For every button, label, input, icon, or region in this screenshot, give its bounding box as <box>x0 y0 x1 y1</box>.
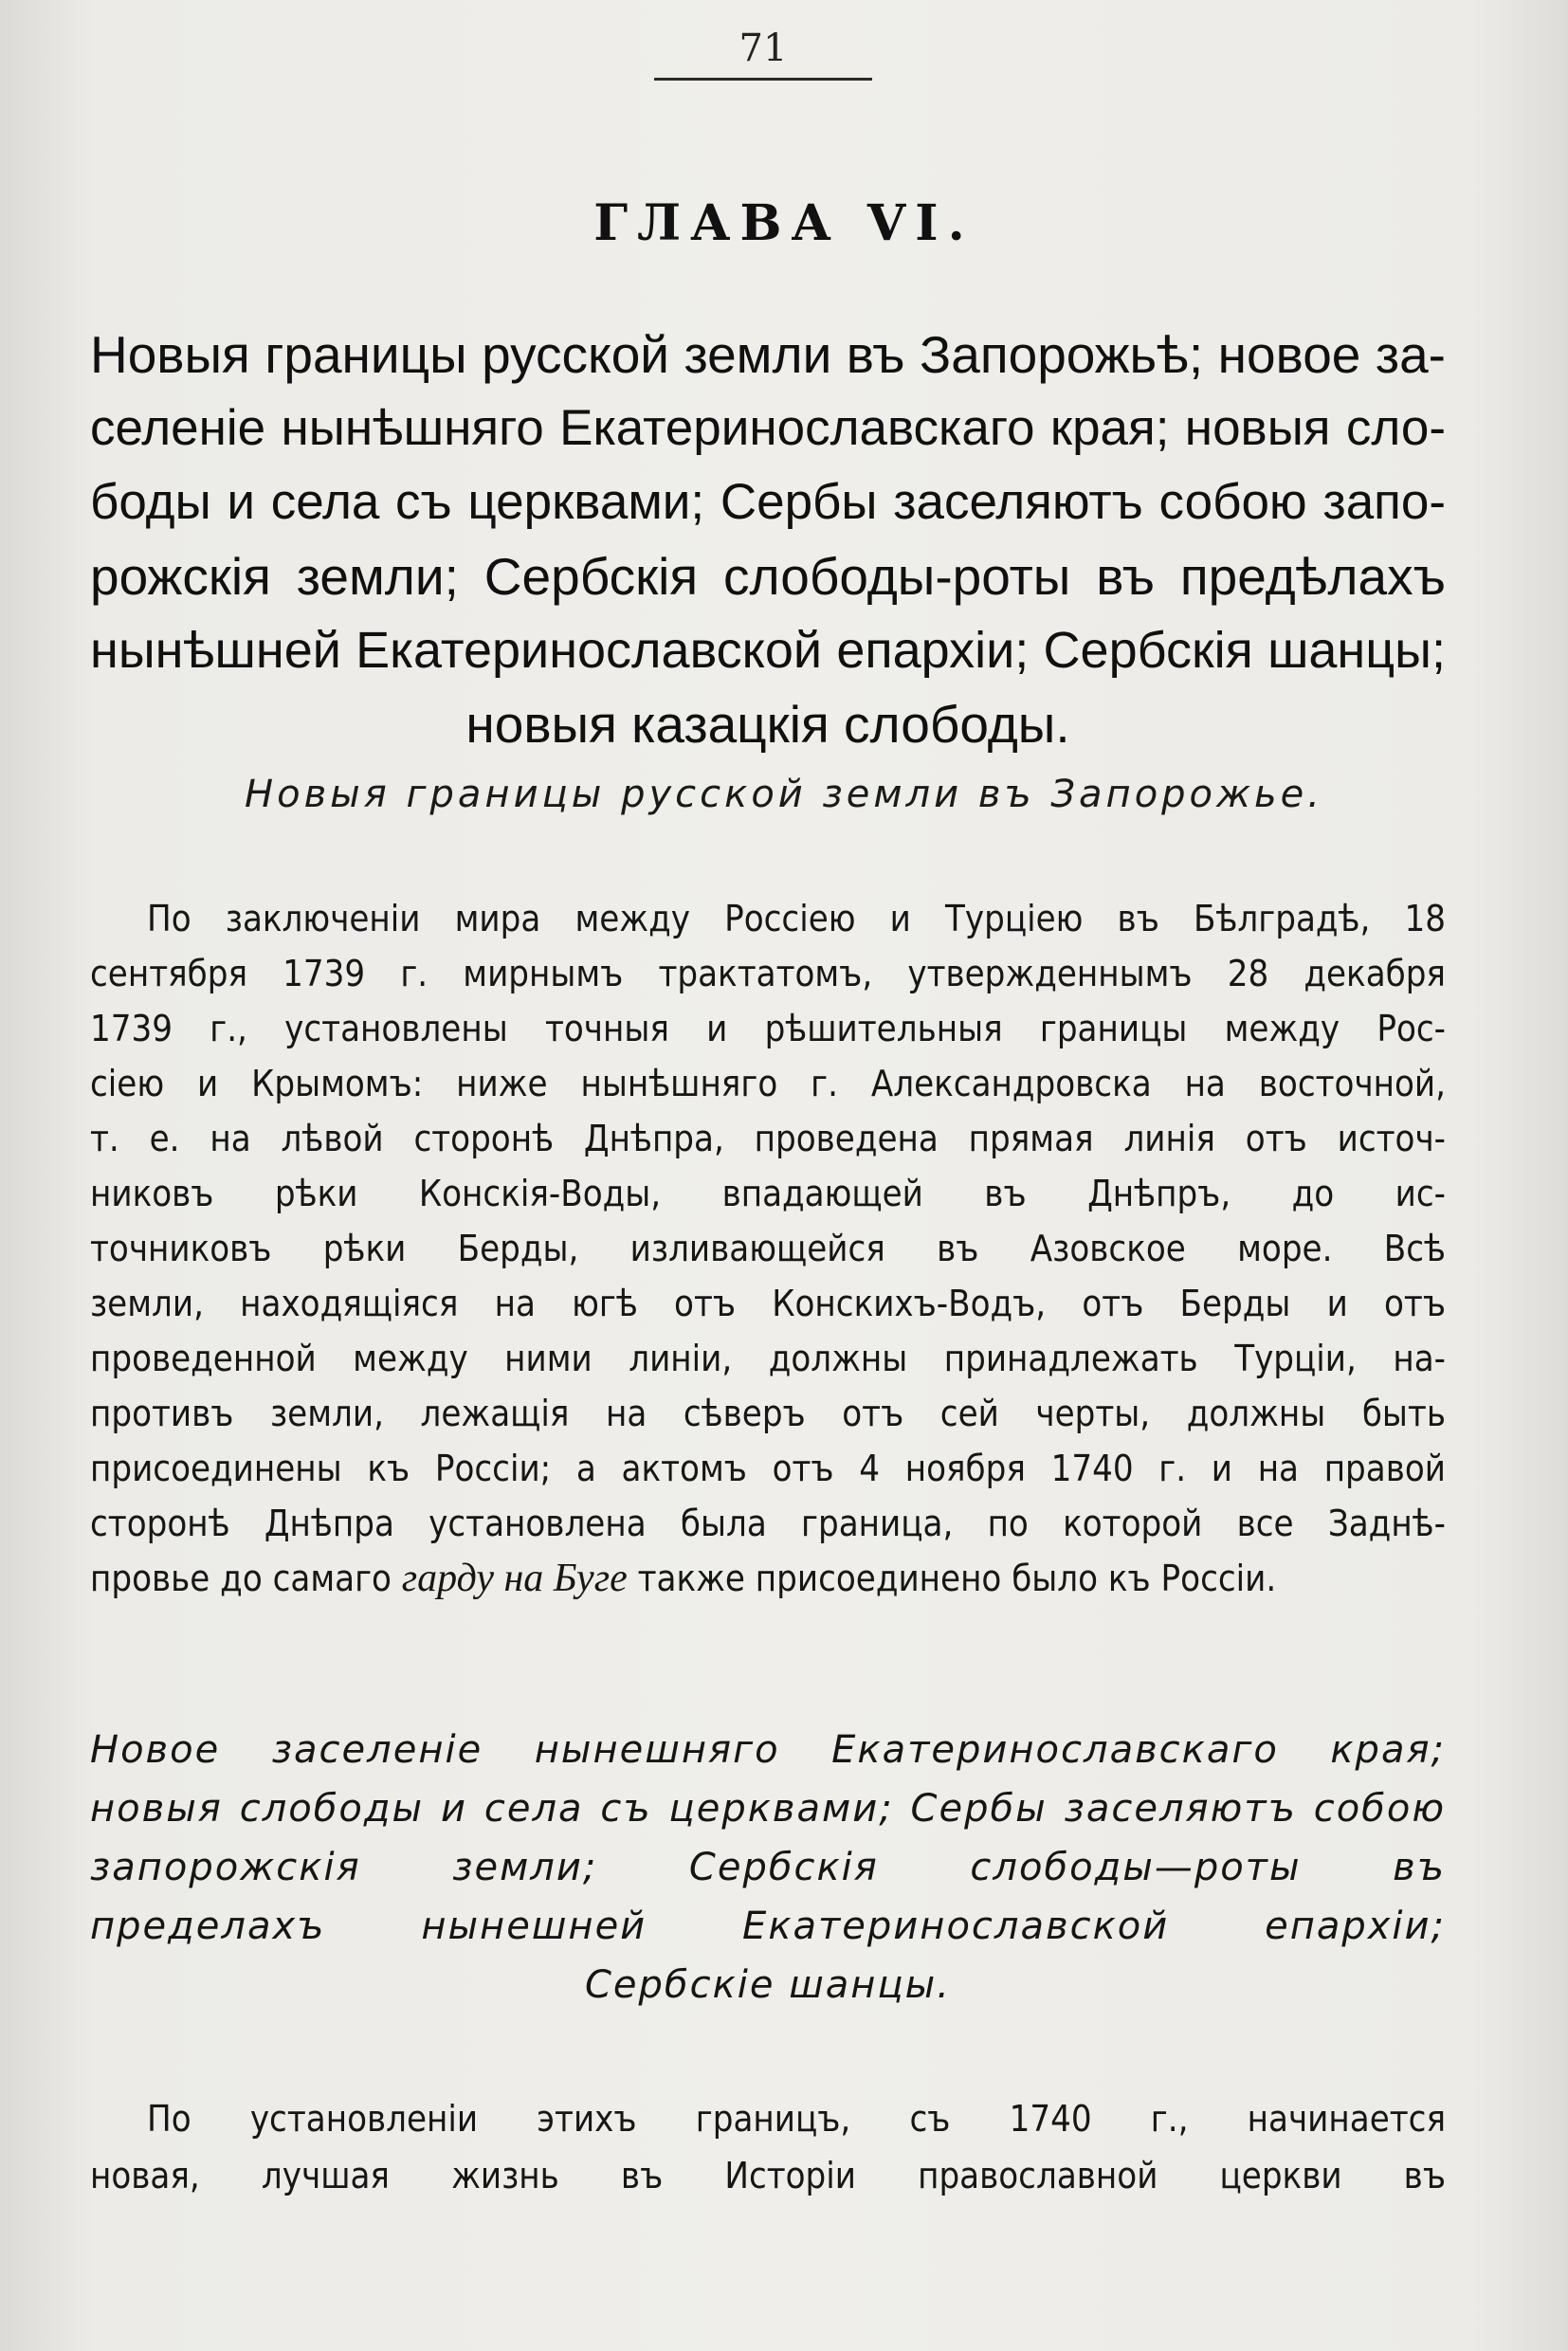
summary-line: новыя казацкія слободы. <box>465 695 1070 754</box>
section-heading-1: Новыя границы русской земли въ Запорожье. <box>245 773 1323 816</box>
heading-line: запорожскія земли; Сербскія слободы—роты въ <box>90 1846 1446 1889</box>
paragraph-line: новая, лучшая жизнь въ Исторіи православной церкви въ <box>90 2155 1446 2196</box>
summary-line: нынѣшней Екатеринославской епархіи; Сербскія шанцы; <box>90 622 1446 679</box>
page-number-rule <box>654 78 872 81</box>
paragraph-line: сентября 1739 г. мирнымъ трактатомъ, утвержденнымъ 28 декабря <box>90 953 1446 994</box>
chapter-summary <box>90 318 1446 761</box>
chapter-title: ГЛАВА VI. <box>593 194 975 252</box>
italic-place-name: гарду на Буге <box>401 1557 628 1600</box>
paragraph-line: точниковъ рѣки Берды, изливающейся въ Азовское море. Всѣ <box>90 1228 1446 1269</box>
paragraph-line: т. е. на лѣвой сторонѣ Днѣпра, проведена прямая линія отъ источ- <box>90 1118 1446 1159</box>
summary-line: боды и села съ церквами; Сербы заселяютъ собою запо- <box>90 474 1446 530</box>
paragraph-line: По заключеніи мира между Россіею и Турціею въ Бѣлградѣ, 18 <box>147 898 1446 939</box>
paragraph-line: По установленіи этихъ границъ, съ 1740 г., начинается <box>147 2098 1446 2140</box>
paragraph-last-line <box>90 1551 1446 1606</box>
heading-line: Сербскіе шанцы. <box>585 1963 951 2007</box>
paragraph-2 <box>90 2090 1446 2204</box>
summary-line: Новыя границы русской земли въ Запорожьѣ; новое за- <box>90 325 1446 384</box>
text-run: провье до самаго <box>90 1558 402 1599</box>
paragraph-line: противъ земли, лежащія на сѣверъ отъ сей черты, должны быть <box>90 1393 1446 1434</box>
paragraph-1 <box>90 891 1446 1606</box>
paragraph-line: сіею и Крымомъ: ниже нынѣшняго г. Александровска на восточной, <box>90 1063 1446 1104</box>
summary-line: селеніе нынѣшняго Екатеринославскаго края; новыя сло- <box>90 400 1446 456</box>
text-run: также присоединено было къ Россіи. <box>627 1558 1277 1599</box>
paragraph-line: земли, находящіяся на югѣ отъ Конскихъ-Водъ, отъ Берды и отъ <box>90 1283 1446 1324</box>
paragraph-line: присоединены къ Россіи; а актомъ отъ 4 ноября 1740 г. и на правой <box>90 1448 1446 1489</box>
paragraph-line: 1739 г., установлены точныя и рѣшительныя границы между Рос- <box>90 1008 1446 1049</box>
section-heading-2 <box>90 1721 1446 2014</box>
summary-line: рожскія земли; Сербскія слободы-роты въ предѣлахъ <box>90 547 1446 606</box>
heading-line: новыя слободы и села съ церквами; Сербы заселяютъ собою <box>90 1787 1446 1831</box>
paragraph-line: проведенной между ними линіи, должны принадлежать Турціи, на- <box>90 1338 1446 1379</box>
page-number: 71 <box>738 27 788 70</box>
heading-line: Новое заселеніе нынешняго Екатеринославскаго края; <box>90 1728 1446 1772</box>
paragraph-line: никовъ рѣки Конскія-Воды, впадающей въ Днѣпръ, до ис- <box>90 1173 1446 1214</box>
heading-line: пределахъ нынешней Екатеринославской епархіи; <box>90 1904 1446 1948</box>
paragraph-line: сторонѣ Днѣпра установлена была граница, по которой все Заднѣ- <box>90 1503 1446 1544</box>
